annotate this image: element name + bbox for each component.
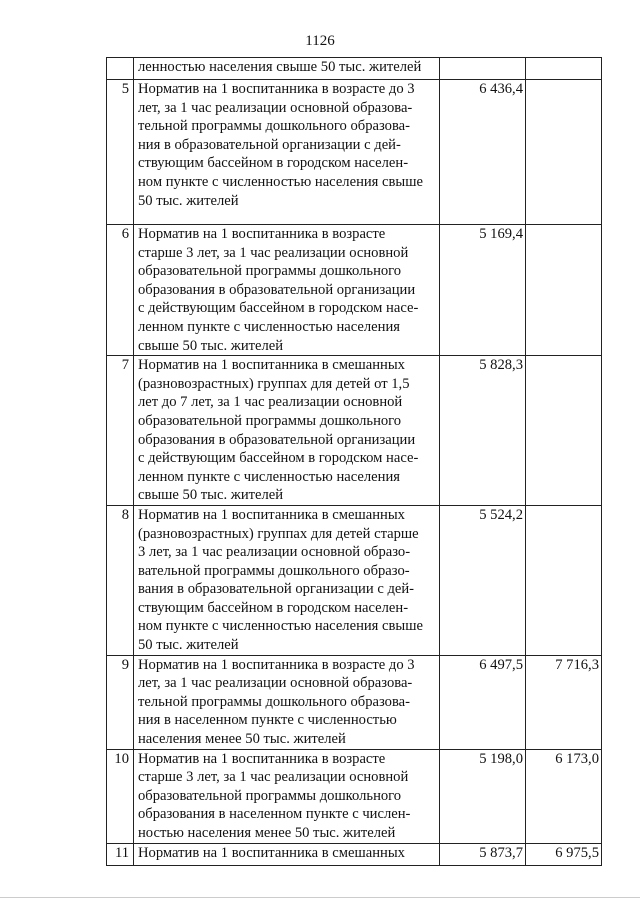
description-line: Норматив на 1 воспитанника в возрасте до 3 [138,656,415,673]
norm-value-2 [526,58,602,80]
norm-value-1: 5 828,3 [440,356,526,506]
row-number: 8 [107,505,134,655]
norm-value-1: 5 198,0 [440,749,526,843]
norm-value-2 [526,356,602,506]
table-row [107,225,602,356]
table-row [107,749,602,843]
row-description [134,80,440,225]
description-line: ленном пункте с численностью населения [138,468,400,485]
row-number: 5 [107,80,134,225]
table-row [107,655,602,749]
description-line: образования в образовательной организации [138,431,416,448]
description-line: Норматив на 1 воспитанника в смешанных [138,357,405,374]
row-description [134,655,440,749]
row-description [134,356,440,506]
row-number: 11 [107,843,134,865]
row-description [134,843,440,865]
description-line: старше 3 лет, за 1 час реализации основной [138,769,409,786]
norm-value-1: 5 524,2 [440,505,526,655]
row-number: 6 [107,225,134,356]
table-row [107,505,602,655]
page-number: 1126 [305,33,335,49]
norm-value-1: 6 436,4 [440,80,526,225]
description-line: ностью населения менее 50 тыс. жителей [138,825,396,841]
table-row [107,843,602,865]
description-line: лет до 7 лет, за 1 час реализации основной [138,394,403,411]
norm-value-2: 6 173,0 [526,749,602,843]
norm-value-1: 5 169,4 [440,225,526,356]
description-line: тельной программы дошкольного образова- [138,118,410,135]
norm-value-1: 5 873,7 [440,843,526,865]
row-description [134,505,440,655]
description-line: лет, за 1 час реализации основной образова- [138,99,413,116]
description-line: образования в населенном пункте с числен- [138,806,411,823]
row-number: 10 [107,749,134,843]
description-line: ния в образовательной организации с дей- [138,136,401,153]
description-line: Норматив на 1 воспитанника в смешанных [138,844,405,861]
description-line: образования в образовательной организации [138,281,416,298]
table-row [107,58,602,80]
description-line: ленностью населения свыше 50 тыс. жителей [138,59,422,75]
description-line: с действующим бассейном в городском насе- [138,300,419,317]
norm-value-2 [526,80,602,225]
description-line: Норматив на 1 воспитанника в возрасте до 3 [138,81,415,97]
description-line: (разновозрастных) группах для детей старше [138,525,419,542]
description-line: 50 тыс. жителей [138,192,239,209]
row-description [134,749,440,843]
description-line: ния в населенном пункте с численностью [138,712,397,729]
norm-value-2 [526,225,602,356]
description-line: ном пункте с численностью населения свыше [138,173,423,190]
description-line: свыше 50 тыс. жителей [138,487,284,504]
description-line: 3 лет, за 1 час реализации основной образо- [138,544,411,561]
description-line: с действующим бассейном в городском насе- [138,450,419,467]
norm-value-2: 6 975,5 [526,843,602,865]
description-line: (разновозрастных) группах для детей от 1,5 [138,375,410,392]
norm-value-1: 6 497,5 [440,655,526,749]
description-line: лет, за 1 час реализации основной образова- [138,675,413,692]
description-line: ствующим бассейном в городском населен- [138,155,409,172]
norm-value-2: 7 716,3 [526,655,602,749]
description-line: ленном пункте с численностью населения [138,318,400,335]
table-row [107,80,602,225]
description-line: Норматив на 1 воспитанника в возрасте [138,750,386,767]
norm-value-1 [440,58,526,80]
description-line: свыше 50 тыс. жителей [138,337,284,354]
table-row [107,356,602,506]
row-description [134,225,440,356]
description-line: тельной программы дошкольного образова- [138,693,410,710]
description-line: образовательной программы дошкольного [138,787,402,804]
norms-table-body [107,58,602,866]
description-line: образовательной программы дошкольного [138,263,402,280]
description-line: 50 тыс. жителей [138,637,239,654]
description-line: вания в образовательной организации с дей- [138,581,415,598]
description-line: Норматив на 1 воспитанника в возрасте [138,226,386,242]
norm-value-2 [526,505,602,655]
row-description [134,58,440,80]
row-number: 7 [107,356,134,506]
norms-table [106,57,602,866]
description-line: ном пункте с численностью населения свыше [138,618,423,635]
page-bottom-edge [0,897,640,898]
description-line: ствующим бассейном в городском населен- [138,599,409,616]
row-number [107,58,134,80]
description-line: вательной программы дошкольного образо- [138,562,410,579]
description-line: образовательной программы дошкольного [138,412,402,429]
description-line: старше 3 лет, за 1 час реализации основной [138,244,409,261]
description-line: Норматив на 1 воспитанника в смешанных [138,506,405,523]
row-number: 9 [107,655,134,749]
description-line: населения менее 50 тыс. жителей [138,731,346,748]
